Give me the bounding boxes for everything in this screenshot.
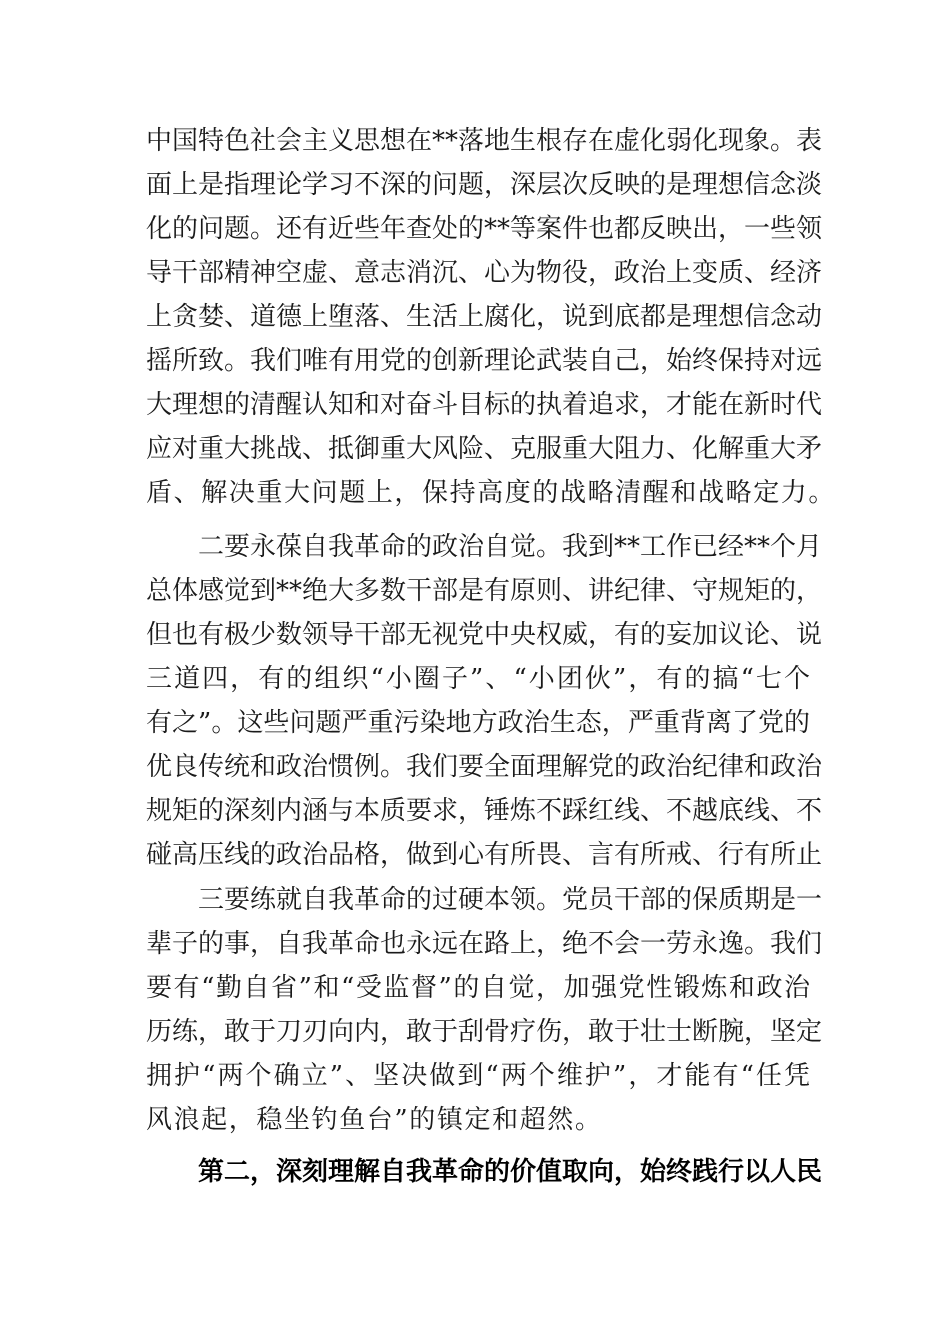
paragraph-line: 优良传统和政治惯例。我们要全面理解党的政治纪律和政治	[146, 752, 823, 782]
paragraph-line: 辈子的事，自我革命也永远在路上，绝不会一劳永逸。我们	[146, 929, 823, 959]
paragraph-line: 规矩的深刻内涵与本质要求，锤炼不踩红线、不越底线、不	[146, 796, 823, 826]
paragraph-line: 风浪起，稳坐钓鱼台”的镇定和超然。	[146, 1105, 603, 1135]
paragraph-line: 三道四，有的组织“小圈子”、“小团伙”，有的搞“七个	[146, 664, 810, 694]
paragraph-line: 中国特色社会主义思想在**落地生根存在虚化弱化现象。表	[146, 126, 823, 156]
paragraph-line: 拥护“两个确立”、坚决做到“两个维护”，才能有“任凭	[146, 1061, 810, 1091]
paragraph-line: 总体感觉到**绝大多数干部是有原则、讲纪律、守规矩的，	[146, 576, 823, 606]
paragraph-line: 历练，敢于刀刃向内，敢于刮骨疗伤，敢于壮士断腕，坚定	[146, 1017, 823, 1047]
section-heading-line: 二要永葆自我革命的政治自觉。我到**工作已经**个月	[198, 532, 823, 562]
paragraph-line: 但也有极少数领导干部无视党中央权威，有的妄加议论、说	[146, 620, 823, 650]
paragraph-line: 面上是指理论学习不深的问题，深层次反映的是理想信念淡	[146, 170, 823, 200]
paragraph-line: 应对重大挑战、抵御重大风险、克服重大阻力、化解重大矛	[146, 434, 823, 464]
paragraph-line: 化的问题。还有近些年查处的**等案件也都反映出，一些领	[146, 214, 823, 244]
paragraph-line: 大理想的清醒认知和对奋斗目标的执着追求，才能在新时代	[146, 390, 823, 420]
paragraph-line: 要有“勤自省”和“受监督”的自觉，加强党性锻炼和政治	[146, 973, 810, 1003]
paragraph-line: 摇所致。我们唯有用党的创新理论武装自己，始终保持对远	[146, 346, 823, 376]
paragraph-line: 有之”。这些问题严重污染地方政治生态，严重背离了党的	[146, 708, 810, 738]
paragraph-line: 盾、解决重大问题上，保持高度的战略清醒和战略定力。	[146, 478, 837, 508]
paragraph-line: 导干部精神空虚、意志消沉、心为物役，政治上变质、经济	[146, 258, 823, 288]
paragraph-line: 碰高压线的政治品格，做到心有所畏、言有所戒、行有所止	[146, 840, 823, 870]
paragraph-line: 上贪婪、道德上堕落、生活上腐化，说到底都是理想信念动	[146, 302, 823, 332]
bold-heading-line: 第二，深刻理解自我革命的价值取向，始终践行以人民	[198, 1157, 823, 1187]
section-heading-line: 三要练就自我革命的过硬本领。党员干部的保质期是一	[198, 885, 823, 915]
